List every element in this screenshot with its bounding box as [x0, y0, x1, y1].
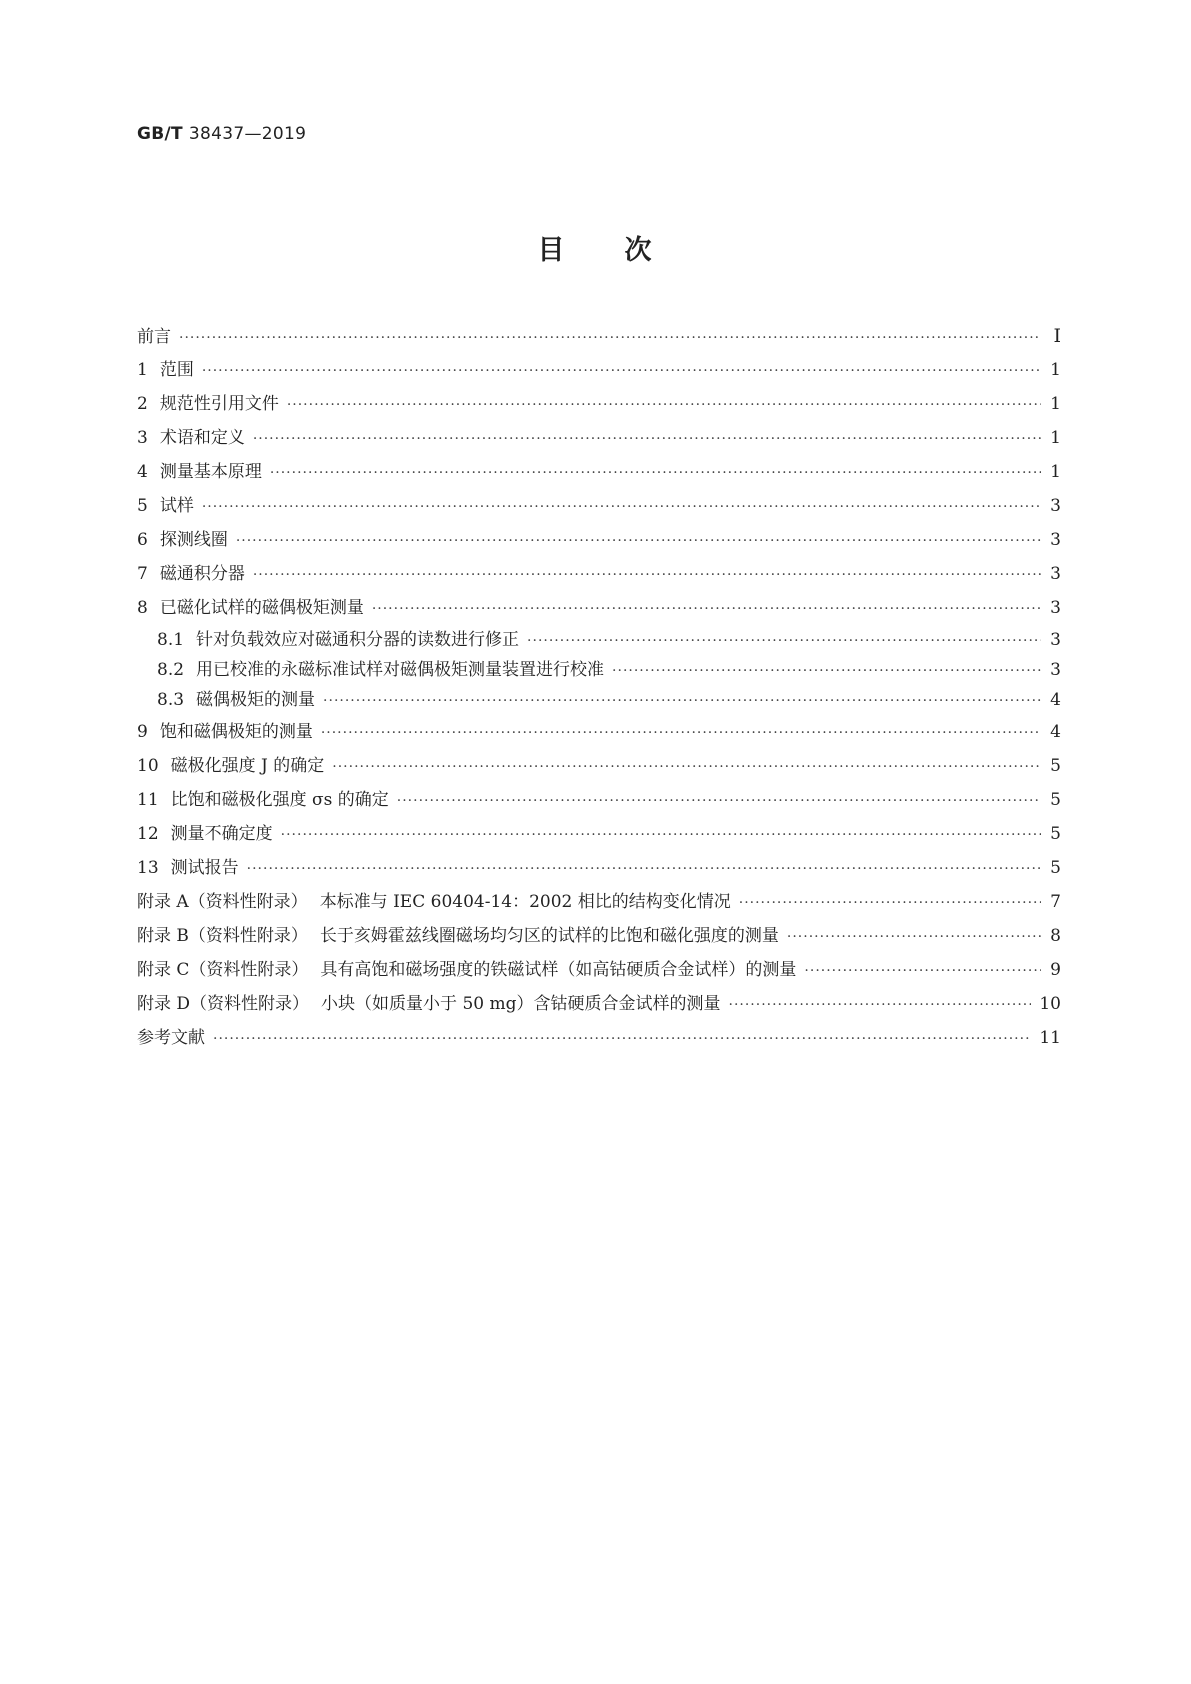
leader-dots	[332, 753, 1041, 781]
toc-entry-page: 5	[1050, 824, 1061, 844]
leader-dots	[247, 855, 1041, 883]
toc-entry-page: 3	[1050, 564, 1061, 584]
toc-entry-number: 2	[137, 394, 148, 414]
toc-entry-title: 磁通积分器	[159, 564, 245, 584]
toc-entry-number: 5	[137, 496, 148, 516]
toc-entry-8-3[interactable]	[137, 686, 1061, 714]
toc-entry-number: 附录 C（资料性附录）	[137, 960, 309, 980]
toc-entry-page: 3	[1050, 630, 1061, 650]
leader-dots	[202, 357, 1041, 385]
toc-entry-number: 8.3	[157, 690, 185, 710]
leader-dots	[202, 493, 1041, 521]
toc-entry-8[interactable]	[137, 594, 1061, 622]
toc-entry-number: 附录 A（资料性附录）	[137, 892, 308, 912]
standard-prefix: GB/T	[137, 124, 183, 144]
leader-dots	[804, 957, 1041, 985]
leader-dots	[739, 889, 1041, 917]
leader-dots	[179, 324, 1041, 352]
toc-entry-4[interactable]	[137, 458, 1061, 486]
toc-entry-appendix-c[interactable]	[137, 956, 1061, 984]
toc-entry-page: 4	[1050, 722, 1061, 742]
toc-entry-page: Ⅰ	[1053, 325, 1061, 347]
toc-entry-title: 测量不确定度	[170, 824, 273, 844]
toc-entry-page: 10	[1039, 994, 1061, 1014]
leader-dots	[323, 687, 1041, 715]
toc-entry-7[interactable]	[137, 560, 1061, 588]
toc-entry-title: 具有高饱和磁场强度的铁磁试样（如高钴硬质合金试样）的测量	[320, 960, 797, 980]
page-title	[0, 228, 1191, 267]
toc-entry-number: 4	[137, 462, 148, 482]
toc-entry-foreword[interactable]	[137, 322, 1061, 350]
toc-entry-8-2[interactable]	[137, 656, 1061, 684]
leader-dots	[270, 459, 1041, 487]
toc-entry-1[interactable]	[137, 356, 1061, 384]
title-part-2: 次	[624, 235, 654, 266]
toc-entry-13[interactable]	[137, 854, 1061, 882]
toc-entry-title: 前言	[137, 327, 171, 347]
toc-entry-page: 3	[1050, 660, 1061, 680]
title-part-1: 目	[537, 235, 567, 266]
toc-entry-page: 3	[1050, 496, 1061, 516]
leader-dots	[281, 821, 1041, 849]
toc-entry-title: 参考文献	[137, 1028, 205, 1048]
toc-entry-title: 测试报告	[170, 858, 239, 878]
toc-entry-11[interactable]	[137, 786, 1061, 814]
toc-entry-title: 范围	[159, 360, 194, 380]
toc-entry-page: 4	[1050, 690, 1061, 710]
toc-entry-title: 磁偶极矩的测量	[196, 690, 316, 710]
toc-entry-3[interactable]	[137, 424, 1061, 452]
toc-entry-title: 针对负载效应对磁通积分器的读数进行修正	[196, 630, 520, 650]
toc-entry-page: 7	[1050, 892, 1061, 912]
toc-entry-title: 术语和定义	[159, 428, 245, 448]
toc-entry-number: 10	[137, 756, 159, 776]
toc-entry-appendix-b[interactable]	[137, 922, 1061, 950]
toc-entry-references[interactable]	[137, 1024, 1061, 1052]
toc-entry-number: 12	[137, 824, 159, 844]
leader-dots	[729, 991, 1032, 1019]
toc-entry-page: 1	[1050, 462, 1061, 482]
toc-entry-page: 3	[1050, 598, 1061, 618]
toc-entry-number: 13	[137, 858, 159, 878]
toc-entry-6[interactable]	[137, 526, 1061, 554]
standard-number: 38437—2019	[188, 124, 307, 144]
toc-entry-8-1[interactable]	[137, 626, 1061, 654]
toc-entry-12[interactable]	[137, 820, 1061, 848]
toc-entry-page: 9	[1050, 960, 1061, 980]
toc-entry-title: 用已校准的永磁标准试样对磁偶极矩测量装置进行校准	[196, 660, 605, 680]
toc-entry-appendix-d[interactable]	[137, 990, 1061, 1018]
leader-dots	[612, 657, 1041, 685]
toc-entry-number: 9	[137, 722, 148, 742]
toc-entry-page: 1	[1050, 394, 1061, 414]
toc-entry-page: 8	[1050, 926, 1061, 946]
toc-entry-title: 小块（如质量小于 50 mg）含钴硬质合金试样的测量	[321, 994, 721, 1014]
toc-entry-number: 11	[137, 790, 159, 810]
toc-entry-page: 3	[1050, 530, 1061, 550]
toc-entry-number: 7	[137, 564, 148, 584]
leader-dots	[321, 719, 1041, 747]
toc-entry-number: 8.2	[157, 660, 185, 680]
toc-entry-number: 1	[137, 360, 148, 380]
toc-entry-title: 磁极化强度 J 的确定	[170, 756, 325, 776]
toc-entry-title: 规范性引用文件	[159, 394, 279, 414]
toc-entry-9[interactable]	[137, 718, 1061, 746]
toc-entry-page: 5	[1050, 858, 1061, 878]
toc-entry-title: 本标准与 IEC 60404-14：2002 相比的结构变化情况	[319, 892, 731, 912]
toc-entry-page: 11	[1039, 1028, 1061, 1048]
leader-dots	[787, 923, 1041, 951]
toc-entry-page: 1	[1050, 428, 1061, 448]
leader-dots	[213, 1025, 1031, 1053]
toc-entry-10[interactable]	[137, 752, 1061, 780]
leader-dots	[236, 527, 1041, 555]
toc-entry-number: 附录 D（资料性附录）	[137, 994, 310, 1014]
toc-entry-title: 饱和磁偶极矩的测量	[159, 722, 313, 742]
toc-entry-title: 探测线圈	[159, 530, 228, 550]
leader-dots	[253, 425, 1041, 453]
toc-entry-title: 测量基本原理	[159, 462, 262, 482]
toc-entry-title: 比饱和磁极化强度 σs 的确定	[170, 790, 389, 810]
toc-entry-page: 5	[1050, 756, 1061, 776]
toc-entry-title: 已磁化试样的磁偶极矩测量	[159, 598, 364, 618]
toc-entry-number: 3	[137, 428, 148, 448]
toc-entry-title: 试样	[159, 496, 194, 516]
toc-entry-appendix-a[interactable]	[137, 888, 1061, 916]
toc-entry-number: 6	[137, 530, 148, 550]
toc-entry-number: 8.1	[157, 630, 185, 650]
leader-dots	[253, 561, 1041, 589]
leader-dots	[527, 627, 1041, 655]
toc-entry-title: 长于亥姆霍兹线圈磁场均匀区的试样的比饱和磁化强度的测量	[319, 926, 779, 946]
leader-dots	[287, 391, 1041, 419]
toc-entry-number: 附录 B（资料性附录）	[137, 926, 308, 946]
toc-entry-5[interactable]	[137, 492, 1061, 520]
toc-entry-number: 8	[137, 598, 148, 618]
toc-entry-page: 5	[1050, 790, 1061, 810]
leader-dots	[372, 595, 1041, 623]
standard-code	[137, 124, 306, 144]
toc-entry-page: 1	[1050, 360, 1061, 380]
leader-dots	[397, 787, 1041, 815]
toc-entry-2[interactable]	[137, 390, 1061, 418]
